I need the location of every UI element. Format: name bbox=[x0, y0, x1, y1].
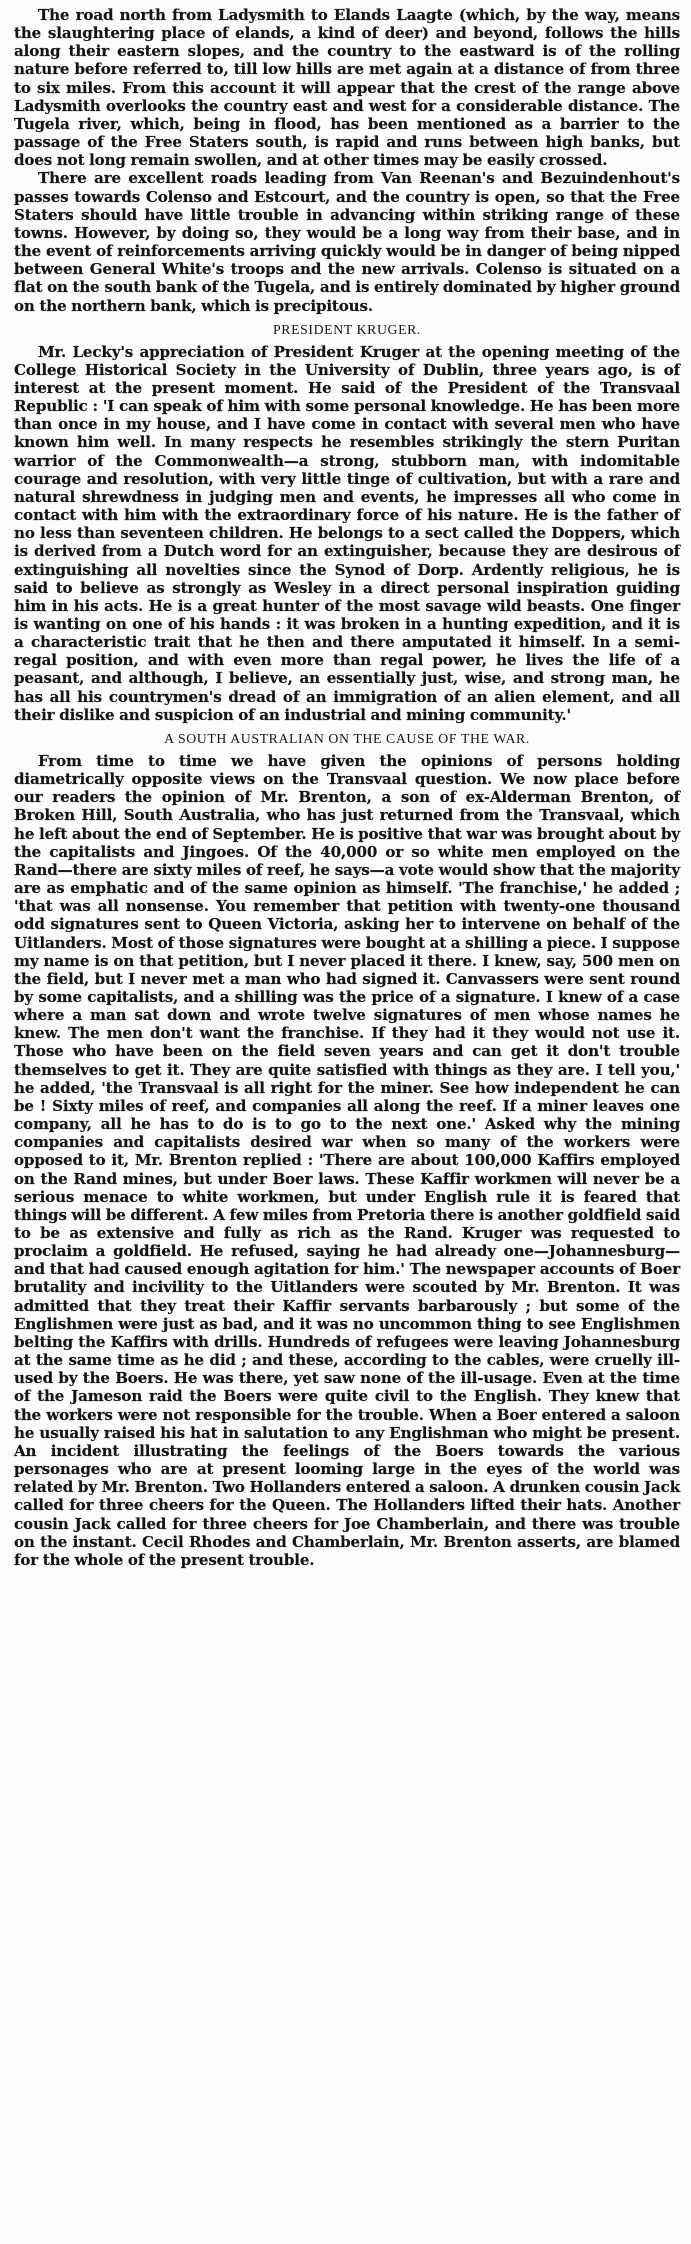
kruger-paragraph: Mr. Lecky's appreciation of President Kruger at the opening meeting of the College Historical Society in the University of Dublin, three years ago, is of interest at the present moment. He said of the President of the Transvaal Republic : 'I can speak of him with some personal knowledge. He has been more than once in my house, and I have come in contact with several men who have known him well. In many respects he resembles strikingly the stern Puritan warrior of the Commonwealth—a strong, stubborn man, with indomitable courage and resolution, with very little tinge of cultivation, but with a rare and natural shrewdness in judging men and events, he impresses all who come in contact with him with the extraordinary force of his nature. He is the father of no less than seventeen children. He belongs to a sect called the Doppers, which is derived from a Dutch word for an extinguisher, because they are desirous of extinguishing all novelties since the Synod of Dorp. Ardently religious, he is said to believe as strongly as Wesley in a direct personal inspiration guiding him in his acts. He is a great hunter of the most savage wild beasts. One finger is wanting on one of his hands : it was broken in a hunting expedition, and it is a characteristic trait that he then and there amputated it himself. In a semi-regal position, and with even more than regal power, he lives the life of a peasant, and although, I believe, an essentially just, wise, and strong man, he has all his countrymen's dread of an immigration of an alien element, and all their dislike and suspicion of an industrial and mining community.' bbox=[14, 342, 680, 724]
war-paragraph: From time to time we have given the opinions of persons holding diametrically opposite views on the Transvaal question. We now place before our readers the opinion of Mr. Brenton, a son of ex-Alderman Brenton, of Broken Hill, South Australia, who has just returned from the Transvaal, which he left about the end of September. He is positive that war was brought about by the capitalists and Jingoes. Of the 40,000 or so white men employed on the Rand—there are sixty miles of reef, he says—a vote would show that the majority are as emphatic and of the same opinion as himself. 'The franchise,' he added ; 'that was all nonsense. You remember that petition with twenty-one thousand odd signatures sent to Queen Victoria, asking her to intervene on behalf of the Uitlanders. Most of those signatures were bought at a shilling a piece. I suppose my name is on that petition, but I never placed it there. I knew, say, 500 men on the field, but I never met a man who had signed it. Canvassers were sent round by some capitalists, and a shilling was the price of a signature. I knew of a case where a man sat down and wrote twelve signatures of men whose names he knew. The men don't want the franchise. If they had it they would not use it. Those who have been on the field seven years and can get it don't trouble themselves to get it. They are quite satisfied with things as they are. I tell you,' he added, 'the Transvaal is all right for the miner. See how independent he can be ! Sixty miles of reef, and companies all along the reef. If a miner leaves one company, all he has to do is to go to the next one.' Asked why the mining companies and capitalists desired war when so many of the workers were opposed to it, Mr. Brenton replied : 'There are about 100,000 Kaffirs employed on the Rand mines, but under Boer laws. These Kaffir workmen will never be a serious menace to white workmen, but under English rule it is feared that things will be different. A few miles from Pretoria there is another goldfield said to be as extensive and fully as rich as the Rand. Kruger was requested to proclaim a goldfield. He refused, saying he had already one—Johannesburg—and that had caused enough agitation for him.' The newspaper accounts of Boer brutality and incivility to the Uitlanders were scouted by Mr. Brenton. It was admitted that they treat their Kaffir servants barbarously ; but some of the Englishmen were just as bad, and it was no uncommon thing to see Englishmen belting the Kaffirs with drills. Hundreds of refugees were leaving Johannesburg at the same time as he did ; and these, according to the cables, were cruelly ill-used by the Boers. He was there, yet saw none of the ill-usage. Even at the time of the Jameson raid the Boers were quite civil to the English. They knew that the workers were not responsible for the trouble. When a Boer entered a saloon he usually raised his hat in salutation to any Englishman who might be present. An incident illustrating the feelings of the Boers towards the various personages who are at present looming large in the eyes of the world was related by Mr. Brenton. Two Hollanders entered a saloon. A drunken cousin Jack called for three cheers for the Queen. The Hollanders lifted their hats. Another cousin Jack called for three cheers for Joe Chamberlain, and there was trouble on the instant. Cecil Rhodes and Chamberlain, Mr. Brenton asserts, are blamed for the whole of the present trouble. bbox=[14, 751, 680, 1569]
intro-paragraph-colenso: There are excellent roads leading from Van Reenan's and Bezuindenhout's passes towards Colenso and Estcourt, and the country is open, so that the Free Staters should have little trouble in advancing within striking range of these towns. However, by doing so, they would be a long way from their base, and in the event of reinforcements arriving quickly would be in danger of being nipped between General White's troops and the new arrivals. Colenso is situated on a flat on the south bank of the Tugela, and is entirely dominated by higher ground on the northern bank, which is precipitous. bbox=[14, 169, 680, 315]
kruger-section-heading: PRESIDENT KRUGER. bbox=[273, 321, 421, 337]
war-section-heading: A SOUTH AUSTRALIAN ON THE CAUSE OF THE WAR. bbox=[164, 730, 530, 746]
intro-paragraph-ladysmith-road: The road north from Ladysmith to Elands Laagte (which, by the way, means the slaughtering place of elands, a kind of deer) and beyond, follows the hills along their eastern slopes, and the country to the eastward is of the rolling nature before referred to, till low hills are met again at a distance of from three to six miles. From this account it will appear that the crest of the range above Ladysmith overlooks the country east and west for a considerable distance. The Tugela river, which, being in flood, has been mentioned as a barrier to the passage of the Free Staters south, is rapid and runs between high banks, but does not long remain swollen, and at other times may be easily crossed. bbox=[14, 6, 680, 170]
